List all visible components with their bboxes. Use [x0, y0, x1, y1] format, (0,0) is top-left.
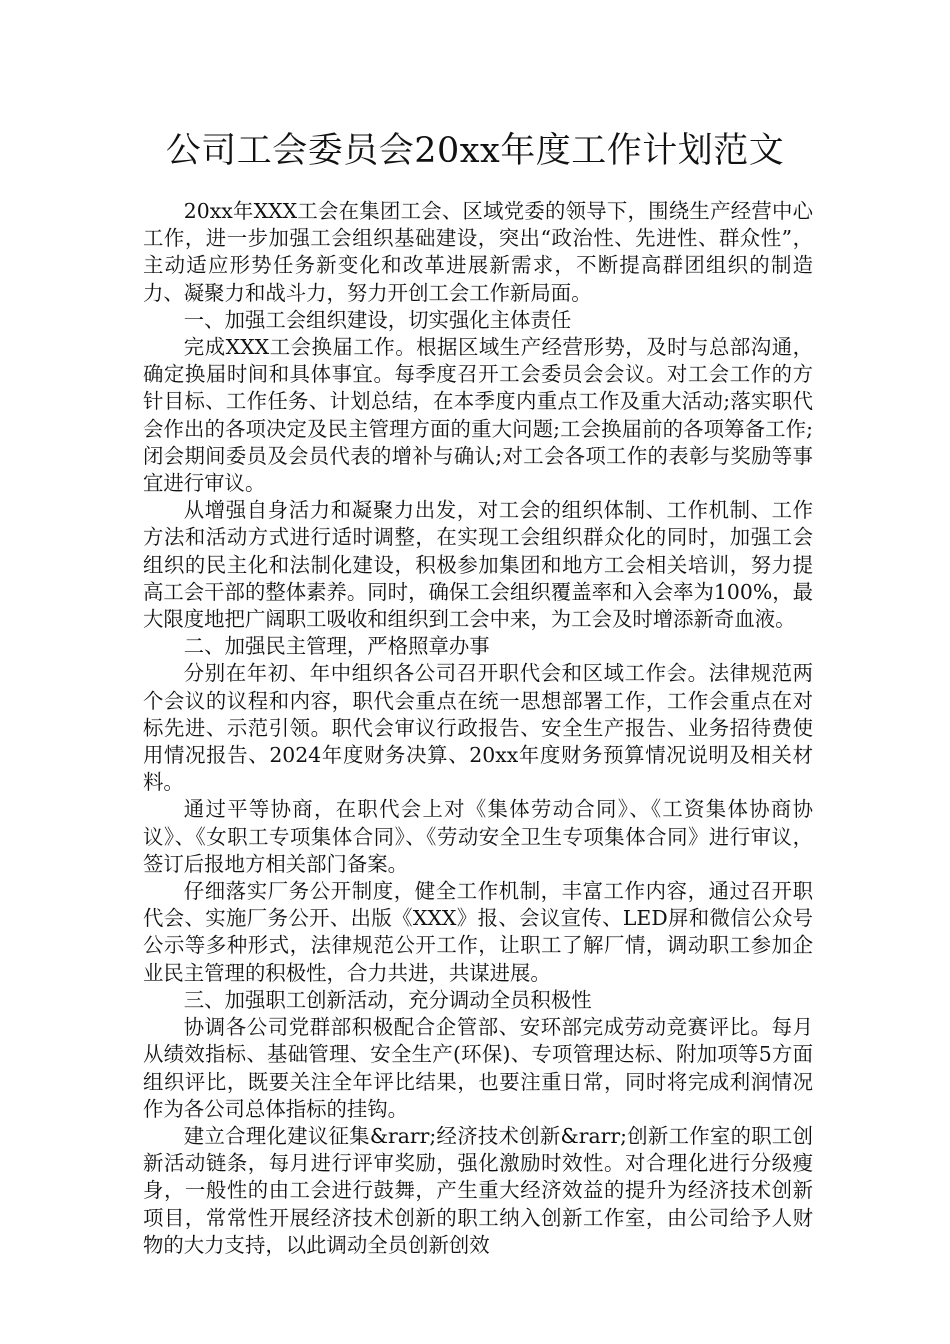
section-1-paragraph-2: 从增强自身活力和凝聚力出发，对工会的组织体制、工作机制、工作方法和活动方式进行适时调整，在实现工会组织群众化的同时，加强工会组织的民主化和法制化建设，积极参加集团和地方工会相关培训，努力提高工会干部的整体素养。同时，确保工会组织覆盖率和入会率为100%，最大限度地把广阔职工吸收和组织到工会中来，为工会及时增添新奇血液。 — [143, 498, 814, 632]
section-2-heading: 二、加强民主管理，严格照章办事 — [183, 634, 490, 659]
document-body — [143, 198, 813, 1259]
section-2-paragraph-2: 通过平等协商，在职代会上对《集体劳动合同》、《工资集体协商协议》、《女职工专项集体合同》、《劳动安全卫生专项集体合同》进行审议，签订后报地方相关部门备案。 — [143, 797, 813, 876]
section-2-paragraph-1: 分别在年初、年中组织各公司召开职代会和区域工作会。法律规范两个会议的议程和内容，职代会重点在统一思想部署工作，工作会重点在对标先进、示范引领。职代会审议行政报告、安全生产报告、业务招待费使用情况报告、2024年度财务决算、20xx年度财务预算情况说明及相关材料。 — [143, 661, 813, 795]
section-1-paragraph-1: 完成XXX工会换届工作。根据区域生产经营形势，及时与总部沟通，确定换届时间和具体事宜。每季度召开工会委员会会议。对工会工作的方针目标、工作任务、计划总结，在本季度内重点工作及重大活动;落实职代会作出的各项决定及民主管理方面的重大问题;工会换届前的各项筹备工作;闭会期间委员及会员代表的增补与确认;对工会各项工作的表彰与奖励等事宜进行审议。 — [143, 335, 813, 496]
document-title: 公司工会委员会20xx年度工作计划范文 — [165, 131, 785, 171]
section-3-heading: 三、加强职工创新活动，充分调动全员积极性 — [183, 987, 592, 1012]
intro-paragraph: 20xx年XXX工会在集团工会、区域党委的领导下，围绕生产经营中心工作，进一步加强工会组织基础建设，突出“政治性、先进性、群众性”，主动适应形势任务新变化和改革进展新需求，不断提高群团组织的制造力、凝聚力和战斗力，努力开创工会工作新局面。 — [143, 199, 813, 305]
section-3-paragraph-2: 建立合理化建议征集&rarr;经济技术创新&rarr;创新工作室的职工创新活动链条，每月进行评审奖励，强化激励时效性。对合理化进行分级瘦身，一般性的由工会进行鼓舞，产生重大经济效益的提升为经济技术创新项目，常常性开展经济技术创新的职工纳入创新工作室，由公司给予人财物的大力支持，以此调动全员创新创效 — [143, 1123, 813, 1257]
section-2-paragraph-3: 仔细落实厂务公开制度，健全工作机制，丰富工作内容，通过召开职代会、实施厂务公开、出版《XXX》报、会议宣传、LED屏和微信公众号公示等多种形式，法律规范公开工作，让职工了解厂情，调动职工参加企业民主管理的积极性，合力共进，共谋进展。 — [143, 879, 813, 985]
section-1-heading: 一、加强工会组织建设，切实强化主体责任 — [183, 307, 572, 332]
section-3-paragraph-1: 协调各公司党群部积极配合企管部、安环部完成劳动竞赛评比。每月从绩效指标、基础管理、安全生产(环保)、专项管理达标、附加项等5方面组织评比，既要关注全年评比结果，也要注重日常，同时将完成利润情况作为各公司总体指标的挂钩。 — [143, 1015, 813, 1121]
